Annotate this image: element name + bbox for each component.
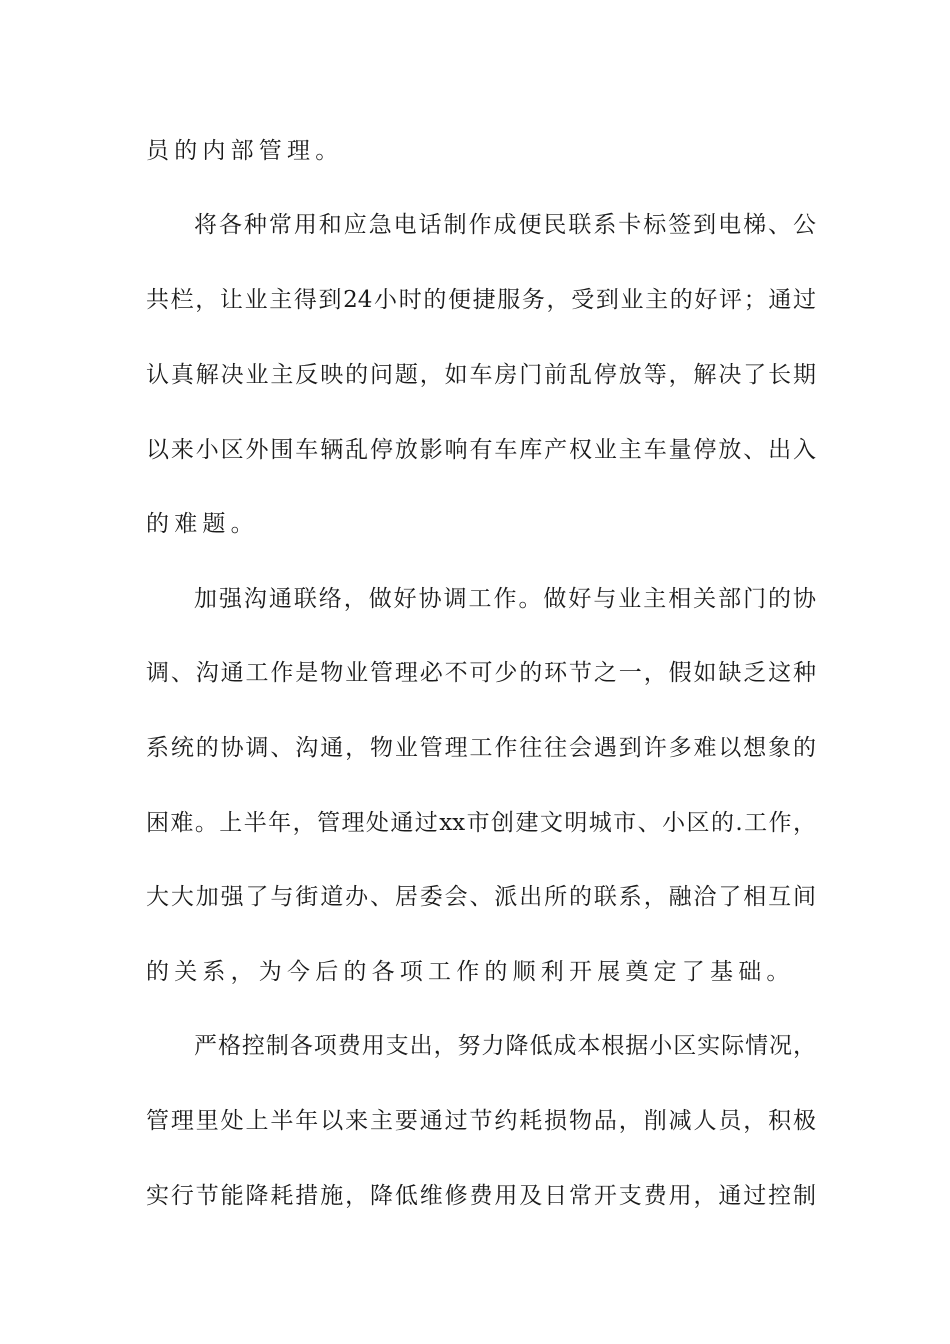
text-line-14: 管理里处上半年以来主要通过节约耗损物品，削减人员，积极 <box>146 1108 816 1134</box>
paragraph-start-line-2: 将各种常用和应急电话制作成便民联系卡标签到电梯、公 <box>194 212 816 238</box>
text-line-6: 的难题。 <box>146 511 259 537</box>
text-line-9: 系统的协调、沟通，物业管理工作往往会遇到许多难以想象的 <box>146 735 816 761</box>
text-line-5: 以来小区外围车辆乱停放影响有车库产权业主车量停放、出入 <box>146 437 816 463</box>
text-line-12: 的关系，为今后的各项工作的顺利开展奠定了基础。 <box>146 959 795 985</box>
text-line-11: 大大加强了与街道办、居委会、派出所的联系，融洽了相互间 <box>146 884 816 910</box>
text-line-4: 认真解决业主反映的问题，如车房门前乱停放等，解决了长期 <box>146 362 816 388</box>
text-line-8: 调、沟通工作是物业管理必不可少的环节之一，假如缺乏这种 <box>146 660 816 686</box>
paragraph-start-line-7: 加强沟通联络，做好协调工作。做好与业主相关部门的协 <box>194 586 816 612</box>
text-line-3: 共栏，让业主得到24小时的便捷服务，受到业主的好评；通过 <box>146 287 816 313</box>
text-line-1: 员的内部管理。 <box>146 138 344 164</box>
text-line-10: 困难。上半年，管理处通过xx市创建文明城市、小区的.工作， <box>146 810 816 836</box>
paragraph-start-line-13: 严格控制各项费用支出，努力降低成本根据小区实际情况， <box>194 1033 816 1059</box>
text-line-15: 实行节能降耗措施，降低维修费用及日常开支费用，通过控制 <box>146 1183 816 1209</box>
